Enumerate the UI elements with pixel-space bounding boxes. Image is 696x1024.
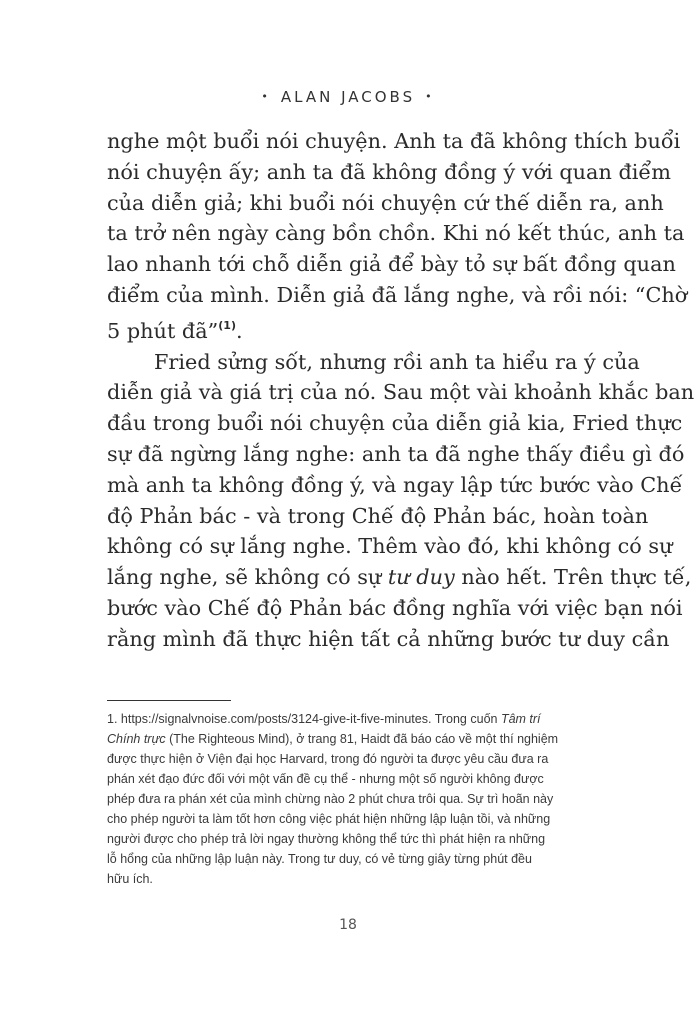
header-bullet-left: •	[261, 90, 271, 103]
footnote-line: được thực hiện ở Viện đại học Harvard, trong đó người ta được yêu cầu đưa ra	[107, 752, 549, 766]
body-line-with-italic	[107, 562, 692, 593]
body-line: điểm của mình. Diễn giả đã lắng nghe, và rồi nói: “Chờ	[107, 282, 688, 307]
body-line: bước vào Chế độ Phản bác đồng nghĩa với việc bạn nói	[107, 595, 683, 620]
body-line: của diễn giả; khi buổi nói chuyện cứ thế diễn ra, anh	[107, 190, 664, 215]
body-line: đầu trong buổi nói chuyện của diễn giả kia, Fried thực	[107, 411, 683, 436]
body-line: không có sự lắng nghe. Thêm vào đó, khi không có sự	[107, 534, 673, 559]
footnote-line: phán xét đạo đức đối với một vấn đề cụ thể - nhưng một số người không được	[107, 772, 544, 786]
footnote-divider	[107, 700, 231, 701]
book-title-italic: Tâm trí	[500, 712, 541, 726]
body-line: mà anh ta không đồng ý, và ngay lập tức bước vào Chế	[107, 472, 683, 497]
footnote-line: người được cho phép trả lời ngay thường không thể tức thì phát hiện ra những	[107, 832, 546, 846]
running-header	[0, 88, 696, 106]
body-line-with-footnote: 5 phút đã”$^{(1)}$.	[107, 318, 243, 343]
body-line: diễn giả và giá trị của nó. Sau một vài khoảnh khắc ban	[107, 380, 695, 405]
footnote-line: hữu ích.	[107, 872, 153, 886]
header-bullet-right: •	[425, 90, 435, 103]
paragraph-start-line: Fried sửng sốt, nhưng rồi anh ta hiểu ra ý của	[154, 349, 640, 374]
body-line: rằng mình đã thực hiện tất cả những bước tư duy cần	[107, 626, 670, 651]
body-line: nói chuyện ấy; anh ta đã không đồng ý với quan điểm	[107, 159, 671, 184]
italic-term: tư duy	[387, 565, 455, 590]
footnote-line: lỗ hổng của những lập luận này. Trong tư duy, có vẻ từng giây từng phút đều	[107, 852, 532, 866]
body-line-text: nào hết. Trên thực tế,	[454, 565, 692, 590]
body-line: độ Phản bác - và trong Chế độ Phản bác, hoàn toàn	[107, 503, 649, 528]
book-title-italic: Chính trực	[107, 732, 166, 746]
footnote-text: (The Righteous Mind), ở trang 81, Haidt đã báo cáo về một thí nghiệm	[165, 732, 559, 746]
footnote-reference[interactable]: (1)	[218, 318, 236, 332]
page-number: 18	[339, 917, 357, 933]
body-line-text: 5 phút đã”	[107, 318, 219, 343]
footnote-block	[107, 709, 603, 889]
footnote-line: phép đưa ra phán xét của mình chừng nào 2 phút chưa trôi qua. Sự trì hoãn này	[107, 792, 554, 806]
footnote-line	[107, 709, 603, 729]
footnote-text: 1. https://signalvnoise.com/posts/3124-give-it-five-minutes. Trong cuốn	[107, 712, 501, 726]
footnote-line	[107, 729, 603, 749]
header-author: ALAN JACOBS	[280, 88, 416, 106]
body-line: ta trở nên ngày càng bồn chồn. Khi nó kết thúc, anh ta	[107, 221, 685, 246]
body-line-text: lắng nghe, sẽ không có sự	[107, 565, 388, 590]
body-text	[107, 126, 695, 655]
body-line: lao nhanh tới chỗ diễn giả để bày tỏ sự bất đồng quan	[107, 252, 676, 277]
body-line: nghe một buổi nói chuyện. Anh ta đã không thích buổi	[107, 129, 681, 153]
footnote-line: cho phép người ta làm tốt hơn công việc phát hiện những lập luận tồi, và những	[107, 812, 551, 826]
body-line: sự đã ngừng lắng nghe: anh ta đã nghe thấy điều gì đó	[107, 441, 685, 466]
